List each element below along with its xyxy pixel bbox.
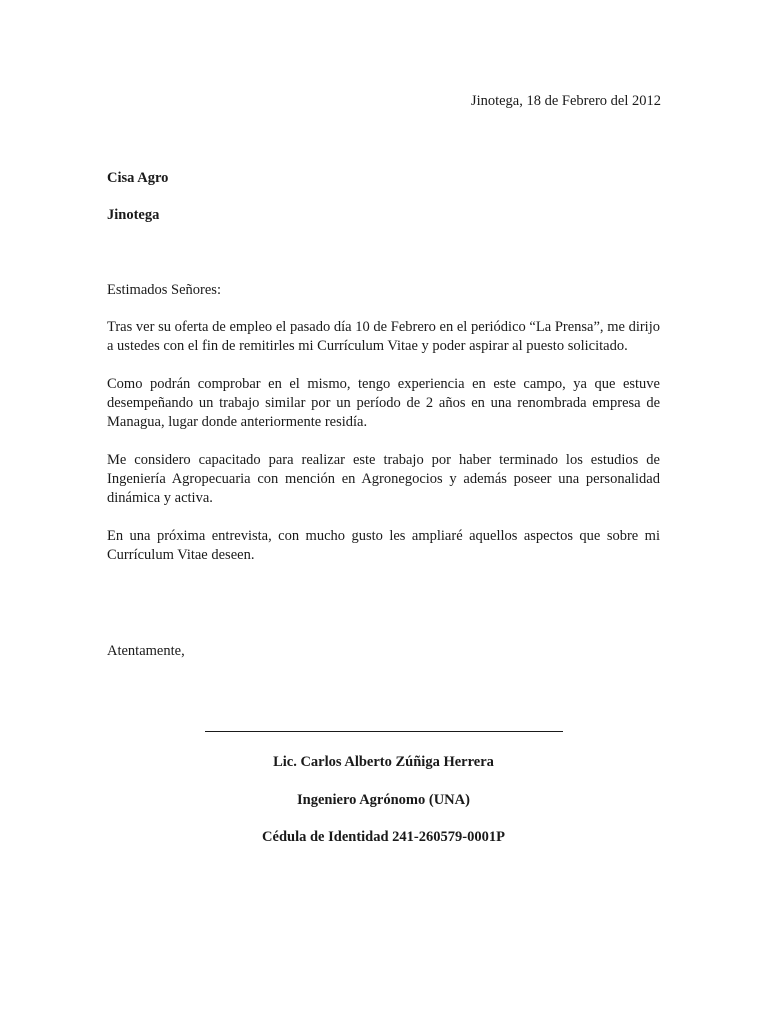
- signer-title: Ingeniero Agrónomo (UNA): [297, 792, 470, 808]
- recipient-company: Cisa Agro: [107, 170, 169, 186]
- body-paragraph: Como podrán comprobar en el mismo, tengo experiencia en este campo, ya que estuve desempeñando un trabajo similar por un período de 2 años en una renombrada empresa de Managua, lugar donde anteriormente residía.: [107, 376, 660, 430]
- recipient-city: Jinotega: [107, 207, 160, 223]
- salutation: Estimados Señores:: [107, 282, 221, 298]
- letter-body: [107, 318, 660, 584]
- closing: Atentamente,: [107, 643, 185, 659]
- body-paragraph: Me considero capacitado para realizar este trabajo por haber terminado los estudios de Ingeniería Agropecuaria con mención en Agronegocios y además poseer una personalidad dinámica y activa.: [107, 452, 660, 506]
- body-paragraph: En una próxima entrevista, con mucho gusto les ampliaré aquellos aspectos que sobre mi Currículum Vitae deseen.: [107, 528, 660, 563]
- body-paragraph: Tras ver su oferta de empleo el pasado día 10 de Febrero en el periódico “La Prensa”, me dirijo a ustedes con el fin de remitirles mi Currículum Vitae y poder aspirar al puesto solicitado.: [107, 319, 660, 354]
- signer-id: Cédula de Identidad 241-260579-0001P: [262, 829, 505, 845]
- signer-name: Lic. Carlos Alberto Zúñiga Herrera: [273, 754, 494, 770]
- signature-line: [205, 731, 563, 732]
- letter-date: Jinotega, 18 de Febrero del 2012: [470, 93, 661, 109]
